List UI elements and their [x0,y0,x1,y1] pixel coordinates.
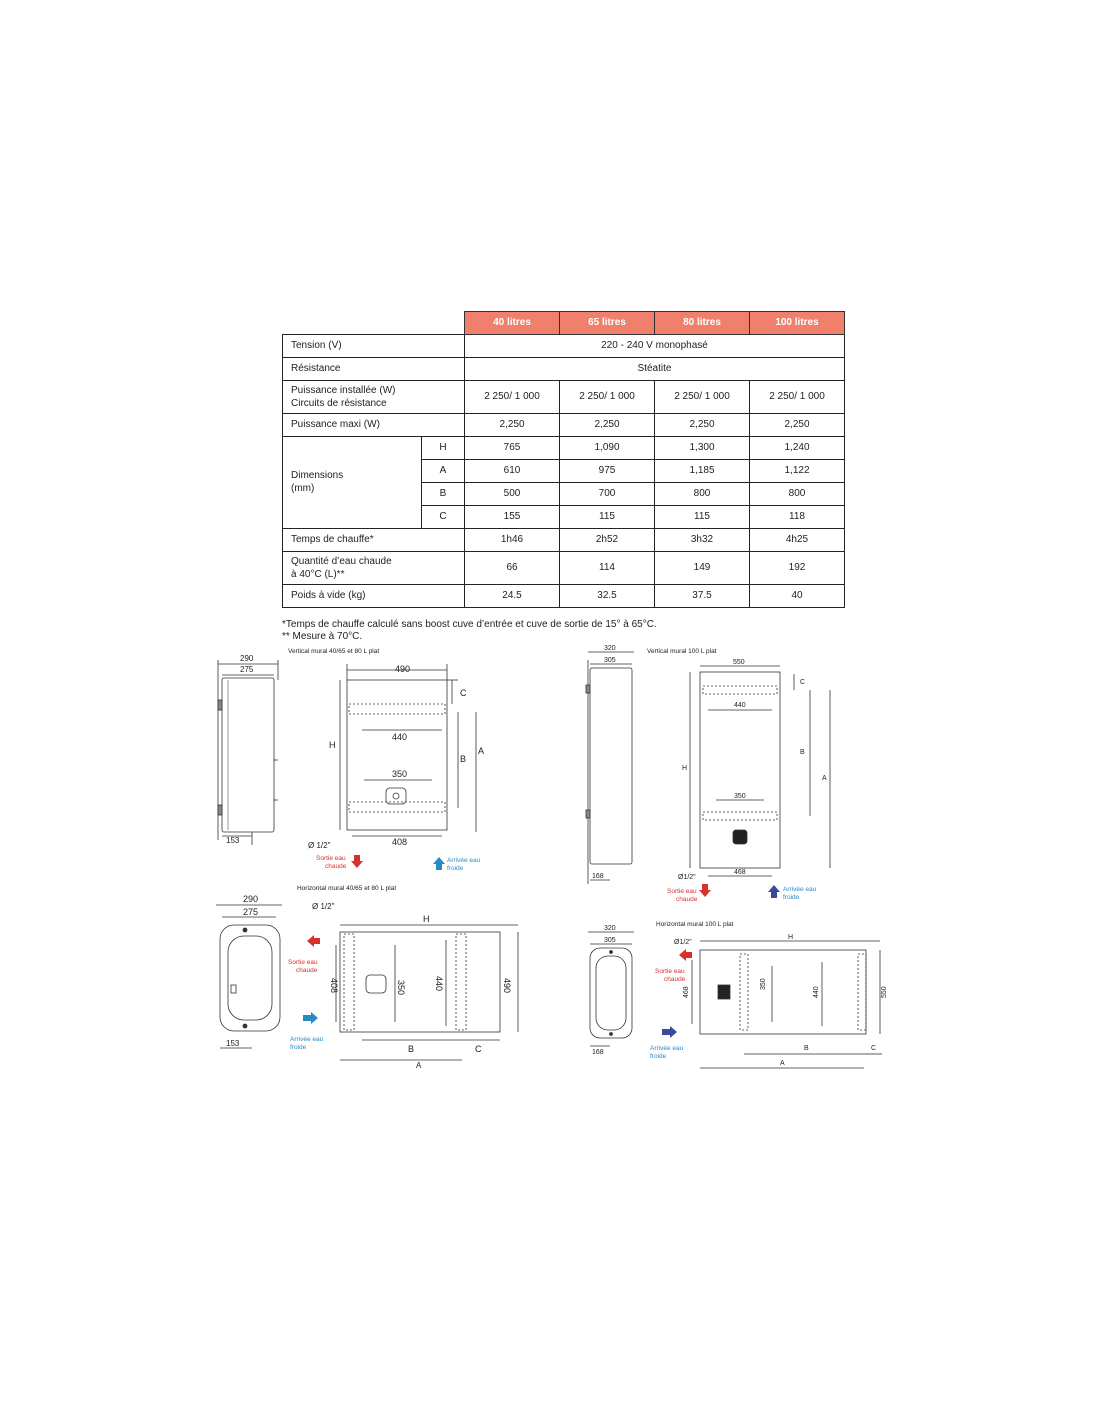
cell: 4h25 [750,528,845,551]
cell: 155 [465,505,560,528]
cell: 800 [655,482,750,505]
dim-label: C [800,679,806,686]
row-value: 220 - 240 V monophasé [465,334,845,357]
dim-label: C [460,688,467,698]
column-header: 40 litres [465,312,560,335]
hot-water-arrow-icon [699,884,711,897]
dimension-key: H [422,436,465,459]
dim-label: 350 [734,793,746,800]
pipe-diameter-label: Ø 1/2" [312,902,335,911]
cell: 1h46 [465,528,560,551]
cell: 2,250 [655,413,750,436]
cell: 2h52 [560,528,655,551]
dim-label: H [329,740,336,750]
cell: 765 [465,436,560,459]
cell: 1,240 [750,436,845,459]
column-header: 100 litres [750,312,845,335]
row-label: Tension (V) [283,334,465,357]
cell: 2 250/ 1 000 [750,380,845,413]
horizontal-100-front-view [674,934,888,1068]
cell: 3h32 [655,528,750,551]
water-labels-vertical-100 [667,884,817,903]
dim-label: 440 [434,976,444,992]
dim-label: 320 [604,645,616,652]
dim-label: 290 [240,654,254,663]
dim-label: 350 [760,978,767,990]
dim-label: 408 [329,978,339,994]
cell: 114 [560,551,655,584]
dim-label: 305 [604,937,616,944]
hot-water-label: chaude [664,976,686,983]
dim-label: 468 [734,869,746,876]
dimension-key: A [422,459,465,482]
water-labels-vertical-small [316,855,481,872]
cell: 32.5 [560,584,655,607]
hot-water-label: Sortie eau [316,855,346,862]
footnote-heating-time: *Temps de chauffe calculé sans boost cuve d’entrée et cuve de sortie de 15° à 65°C. [282,619,657,630]
water-labels-horizontal-100 [650,949,692,1060]
dim-label: 320 [604,925,616,932]
hot-water-arrow-icon [307,935,320,947]
cell: 2 250/ 1 000 [465,380,560,413]
cell: 2 250/ 1 000 [655,380,750,413]
dim-label: B [800,749,805,756]
row-label: Puissance maxi (W) [283,413,465,436]
column-header: 80 litres [655,312,750,335]
dim-label: 468 [683,986,690,998]
hot-water-label: Sortie eau [667,888,697,895]
pipe-diameter-label: Ø1/2" [678,874,696,881]
cell: 1,090 [560,436,655,459]
dim-label: 153 [226,836,240,845]
water-labels-horizontal-small [288,935,324,1051]
row-value: Stéatite [465,357,845,380]
dim-label: C [871,1045,877,1052]
cell: 66 [465,551,560,584]
hot-water-label: chaude [296,967,318,974]
dim-label: A [780,1060,785,1067]
dim-label: 350 [392,769,408,779]
dim-label: 290 [243,894,259,904]
cold-water-arrow-icon [303,1012,318,1024]
dim-label: 350 [396,980,406,996]
column-header: 65 litres [560,312,655,335]
footnote-measure: ** Mesure à 70°C. [282,631,363,642]
dim-label: A [416,1061,422,1070]
dim-label: B [408,1044,415,1054]
cold-water-arrow-icon [768,885,780,898]
dim-label: 440 [392,732,408,742]
vertical-100-front-view [678,659,830,881]
hot-water-label: Sortie eau [288,959,318,966]
cell: 115 [655,505,750,528]
drawing-title: Vertical mural 40/65 et 80 L plat [288,648,380,655]
cell: 2,250 [750,413,845,436]
drawing-title: Horizontal mural 40/65 et 80 L plat [297,885,397,892]
dim-label: 168 [592,1049,604,1056]
cell: 149 [655,551,750,584]
cold-water-label: Arrivée eau [650,1045,684,1052]
cold-water-label: froide [447,865,464,872]
hot-water-label: chaude [676,896,698,903]
dim-label: H [682,765,688,772]
cold-water-label: Arrivée eau [290,1036,324,1043]
hot-water-arrow-icon [351,855,363,868]
dim-label: 490 [502,978,512,994]
vertical-front-view [308,664,484,850]
cell: 1,122 [750,459,845,482]
cell: 700 [560,482,655,505]
dim-label: H [788,934,794,941]
dim-label: H [423,914,430,924]
dim-label: 550 [733,659,745,666]
row-label: Poids à vide (kg) [283,584,465,607]
dim-label: 490 [395,664,411,674]
pipe-diameter-label: Ø1/2" [674,939,692,946]
dimension-key: B [422,482,465,505]
dim-label: 305 [604,657,616,664]
cold-water-label: Arrivée eau [783,886,817,893]
cell: 975 [560,459,655,482]
cell: 610 [465,459,560,482]
cell: 2 250/ 1 000 [560,380,655,413]
cell: 500 [465,482,560,505]
row-label: Temps de chauffe* [283,528,465,551]
hot-water-label: chaude [325,863,347,870]
dim-label: B [804,1045,809,1052]
cell: 24.5 [465,584,560,607]
dim-label: 275 [240,665,254,674]
dim-label: 440 [734,702,746,709]
cell: 2,250 [465,413,560,436]
vertical-100-side-view [586,645,717,884]
dim-label: 275 [243,907,259,917]
cold-water-label: froide [783,894,800,901]
cell: 800 [750,482,845,505]
row-label: Quantité d’eau chaude à 40°C (L)** [283,551,465,584]
dim-label: 408 [392,837,408,847]
row-label: Résistance [283,357,465,380]
hot-water-arrow-icon [679,949,692,961]
dim-label: 153 [226,1039,240,1048]
cell: 1,300 [655,436,750,459]
dim-label: 440 [813,986,820,998]
dim-label: A [478,746,485,756]
pipe-diameter-label: Ø 1/2" [308,841,331,850]
cold-water-label: froide [290,1044,307,1051]
dim-label: 550 [881,986,888,998]
cell: 2,250 [560,413,655,436]
horizontal-front-view [312,902,518,1070]
dim-label: A [822,775,827,782]
cell: 1,185 [655,459,750,482]
dim-label: C [475,1044,482,1054]
dim-label: 168 [592,873,604,880]
cold-water-arrow-icon [662,1026,677,1038]
vertical-side-view [218,648,379,845]
row-label: Dimensions (mm) [283,436,422,528]
drawing-title: Vertical mural 100 L plat [647,648,717,655]
drawing-title: Horizontal mural 100 L plat [656,921,734,928]
dim-label: B [460,754,467,764]
cell: 40 [750,584,845,607]
cell: 192 [750,551,845,584]
row-label: Puissance installée (W) Circuits de résistance [283,380,465,413]
cold-water-label: Arrivée eau [447,857,481,864]
cold-water-arrow-icon [433,857,445,870]
hot-water-label: Sortie eau [655,968,685,975]
dimension-key: C [422,505,465,528]
cell: 115 [560,505,655,528]
cell: 37.5 [655,584,750,607]
cold-water-label: froide [650,1053,667,1060]
cell: 118 [750,505,845,528]
